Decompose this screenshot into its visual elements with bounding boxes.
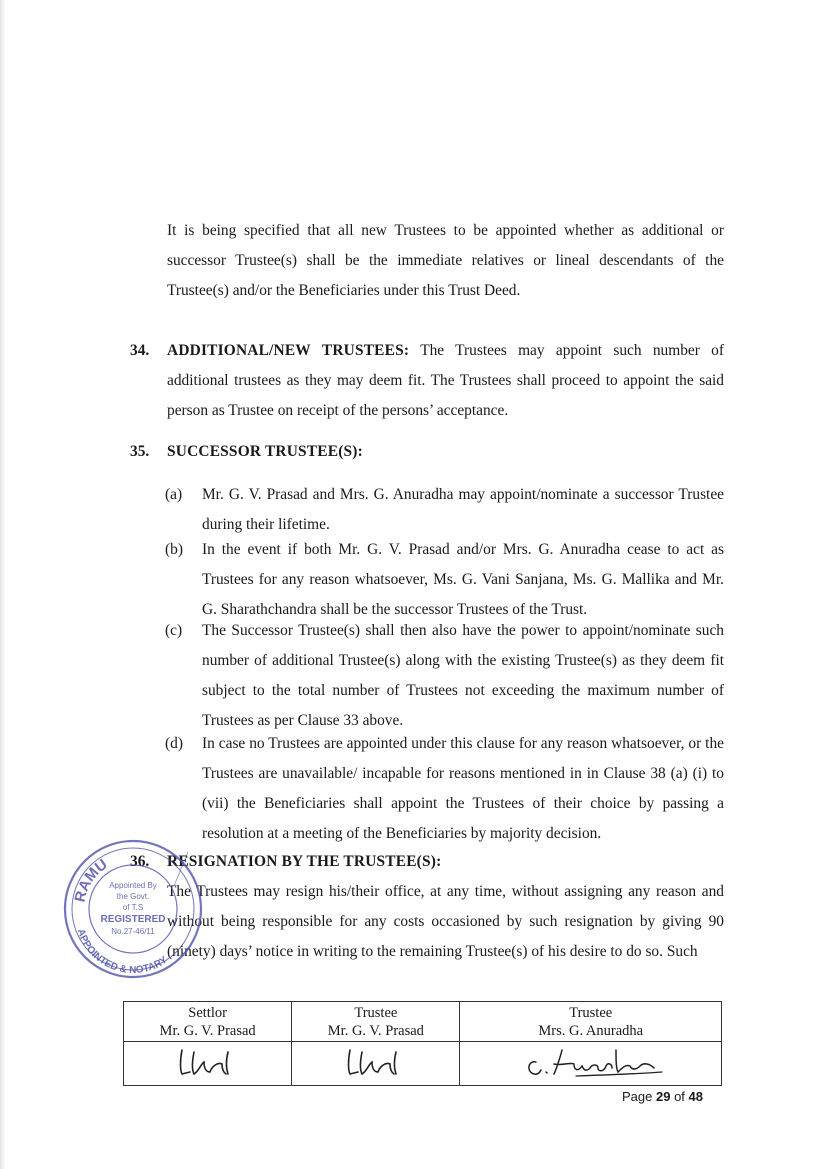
stamp-line-3: of T.S — [122, 903, 144, 912]
trustee-1-cell — [292, 1002, 460, 1042]
item-label: (a) — [165, 486, 183, 503]
stamp-line-1: Appointed By — [109, 881, 157, 890]
clause-35-body — [167, 437, 724, 467]
clause-34-body — [167, 336, 724, 426]
page-prefix: Page — [622, 1089, 656, 1104]
settlor-name: Mr. G. V. Prasad — [159, 1022, 256, 1039]
clause-34-text: The Trustees may appoint such number of additional trustees as they may deem fit. The Trustees shall proceed to appoint the said person as Trustee on receipt of the persons’ acceptance. — [167, 342, 724, 419]
item-text: In case no Trustees are appointed under this clause for any reason whatsoever, or the Trustees are unavailable/ incapable for reasons mentioned in in Clause 38 (a) (i) to (vii) the Beneficiaries shall appoint the Trustees of their choice by passing a resolution at a meeting of the Beneficiaries by majority decision. — [202, 735, 724, 842]
signature-table — [123, 1001, 722, 1086]
trustee-2-signature-cell — [460, 1042, 722, 1086]
item-text: In the event if both Mr. G. V. Prasad and/or Mrs. G. Anuradha cease to act as Trustees for any reason whatsoever, Ms. G. Vani Sanjana, Ms. G. Mallika and Mr. G. Sharathchandra shall be the successor Trustees of the Trust. — [202, 541, 724, 618]
item-label: (b) — [165, 541, 183, 558]
settlor-signature-cell — [124, 1042, 292, 1086]
settlor-signature — [168, 1042, 248, 1080]
trustee-1-signature-cell — [292, 1042, 460, 1086]
stamp-line-2: the Govt. — [116, 892, 150, 901]
settlor-role: Settlor — [188, 1004, 227, 1021]
clause-34-title: ADDITIONAL/NEW TRUSTEES: — [167, 342, 410, 359]
clause-36-title: RESIGNATION BY THE TRUSTEE(S): — [167, 853, 442, 870]
item-text: The Successor Trustee(s) shall then also have the power to appoint/nominate such number of additional Trustee(s) along with the existing Trustee(s) as they deem fit subject to the total number of Trustees not exceeding the maximum number of Trustees as per Clause 33 above. — [202, 622, 724, 729]
clause-36-number: 36. — [130, 853, 150, 870]
clause-36-body — [167, 847, 724, 877]
notary-stamp — [62, 838, 204, 980]
item-text: Mr. G. V. Prasad and Mrs. G. Anuradha may appoint/nominate a successor Trustee during their lifetime. — [202, 486, 724, 533]
page-number — [622, 1089, 703, 1104]
stamp-line-5: No.27-46/11 — [111, 927, 155, 936]
clause-35-number: 35. — [130, 443, 150, 460]
clause-34-number: 34. — [130, 342, 150, 359]
clause-35-title: SUCCESSOR TRUSTEE(S): — [167, 443, 363, 460]
signature-table-header-row — [124, 1002, 722, 1042]
clause-36-text: The Trustees may resign his/their office, at any time, without assigning any reason and without being responsible for any costs occasioned by such resignation by giving 90 (ninety) days’ notice in writing to the remaining Trustee(s) of his desire to do so. Such — [167, 883, 724, 960]
stamp-top-text: RAMU — [71, 855, 111, 904]
trustee-1-role: Trustee — [354, 1004, 398, 1021]
page-edge-shadow — [0, 0, 6, 1169]
item-label: (d) — [165, 735, 183, 752]
trustee-1-name: Mr. G. V. Prasad — [327, 1022, 424, 1039]
trustee-1-signature — [336, 1042, 416, 1080]
stamp-line-4: REGISTERED — [100, 914, 166, 925]
trustee-2-role: Trustee — [569, 1004, 613, 1021]
trustee-2-cell — [460, 1002, 722, 1042]
item-label: (c) — [165, 622, 183, 639]
page-separator: of — [670, 1089, 689, 1104]
settlor-cell — [124, 1002, 292, 1042]
page-total: 48 — [688, 1089, 703, 1104]
page-current: 29 — [655, 1089, 671, 1104]
signature-row — [124, 1042, 722, 1086]
trustee-2-name: Mrs. G. Anuradha — [538, 1022, 644, 1039]
intro-paragraph: It is being specified that all new Trustees to be appointed whether as additional or successor Trustee(s) shall be the immediate relatives or lineal descendants of the Trustee(s) and/or the Beneficiaries under this Trust Deed. — [167, 222, 724, 299]
trustee-2-signature — [516, 1042, 666, 1080]
stamp-bottom-text: APPOINTED & NOTARY — [74, 927, 170, 977]
